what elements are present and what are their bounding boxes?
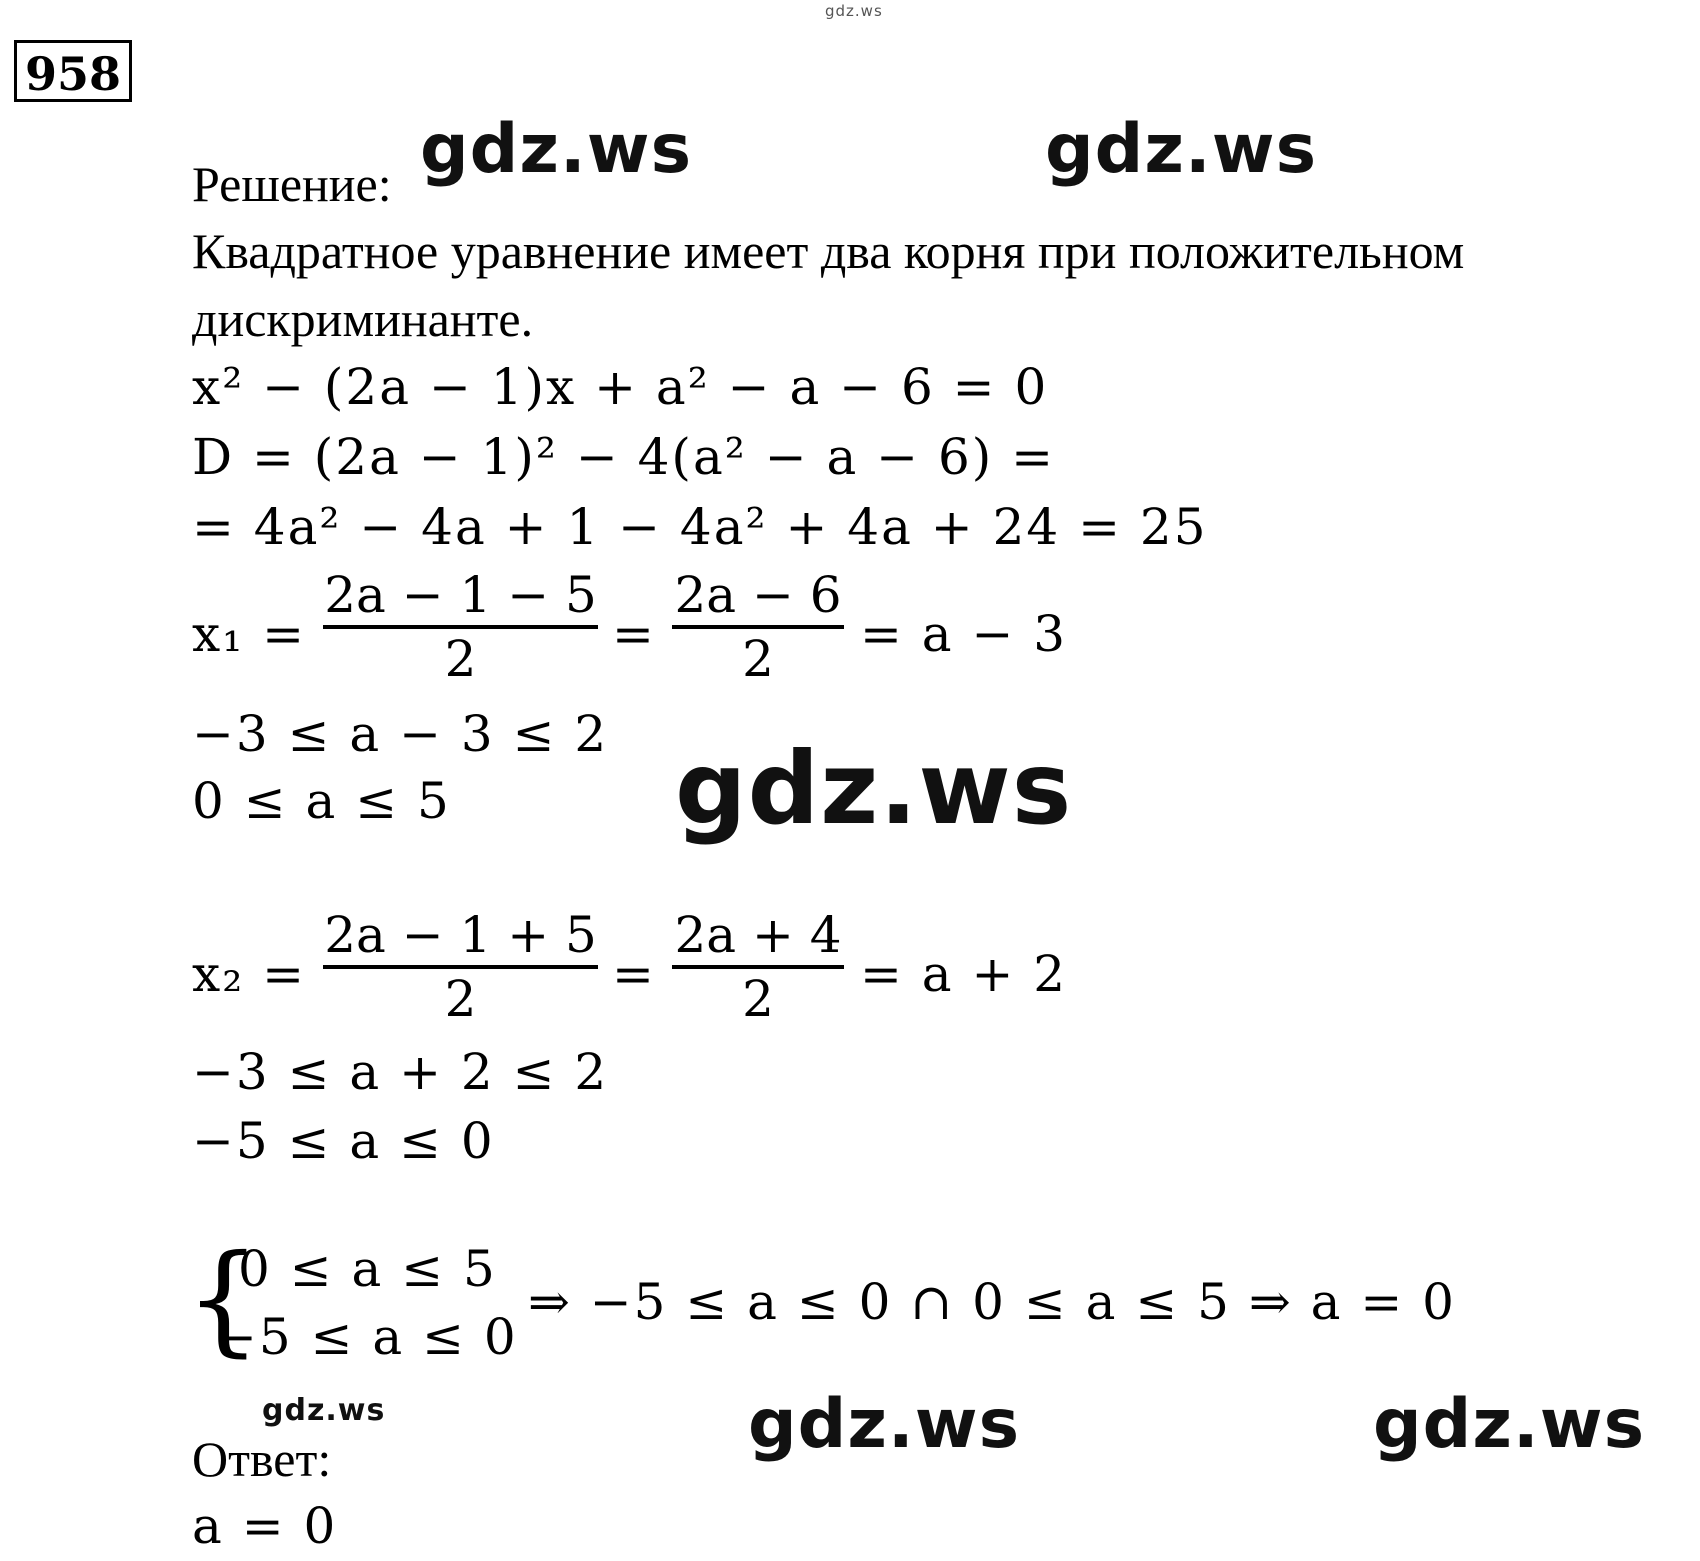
problem-number: 958 (14, 40, 132, 102)
system-row-1: 0 ≤ a ≤ 5 (238, 1240, 497, 1298)
intro-line-2: дискриминанте. (192, 291, 534, 347)
x1-fraction-1-numerator: 2a − 1 − 5 (324, 566, 597, 624)
x2-fraction-2-numerator: 2a + 4 (674, 906, 842, 964)
solution-heading: Решение: (192, 156, 392, 212)
x2-fraction-1-numerator: 2a − 1 + 5 (324, 906, 597, 964)
x2-fraction-1 (323, 905, 598, 1029)
x2-inequality-2: −5 ≤ a ≤ 0 (192, 1112, 495, 1170)
quadratic-equation: x² − (2a − 1)x + a² − a − 6 = 0 (192, 358, 1049, 416)
x1-fraction-2 (672, 565, 844, 689)
watermark-small-bottom: gdz.ws (262, 1393, 386, 1428)
x1-equals: = (612, 605, 656, 663)
answer-label: Ответ: (192, 1431, 332, 1487)
watermark-center: gdz.ws (675, 730, 1073, 847)
watermark-tiny-top: gdz.ws (825, 2, 883, 20)
x2-equals: = (612, 945, 656, 1003)
x1-inequality-2: 0 ≤ a ≤ 5 (192, 772, 451, 830)
discriminant-line-2: = 4a² − 4a + 1 − 4a² + 4a + 24 = 25 (192, 498, 1208, 556)
system-brace: { (185, 1230, 262, 1369)
x1-fraction-2-numerator: 2a − 6 (674, 566, 842, 624)
answer-value: a = 0 (192, 1497, 338, 1555)
x2-result: = a + 2 (860, 945, 1068, 1003)
x2-inequality-1: −3 ≤ a + 2 ≤ 2 (192, 1043, 609, 1101)
x1-fraction-1-denominator: 2 (444, 630, 477, 688)
system-conclusion: ⇒ −5 ≤ a ≤ 0 ∩ 0 ≤ a ≤ 5 ⇒ a = 0 (528, 1273, 1456, 1331)
x1-lhs: x₁ = (192, 605, 307, 663)
discriminant-line-1: D = (2a − 1)² − 4(a² − a − 6) = (192, 428, 1056, 486)
x1-fraction-1 (323, 565, 598, 689)
x1-result: = a − 3 (860, 605, 1068, 663)
watermark-top-left: gdz.ws (420, 110, 693, 189)
watermark-bottom-right: gdz.ws (1373, 1385, 1646, 1464)
watermark-bottom-middle: gdz.ws (748, 1385, 1021, 1464)
system-row-2: −5 ≤ a ≤ 0 (215, 1308, 518, 1366)
watermark-top-right: gdz.ws (1045, 110, 1318, 189)
x1-fraction-2-denominator: 2 (742, 630, 774, 688)
x2-lhs: x₂ = (192, 945, 307, 1003)
x2-fraction-2 (672, 905, 844, 1029)
x1-inequality-1: −3 ≤ a − 3 ≤ 2 (192, 705, 609, 763)
x2-fraction-1-denominator: 2 (444, 970, 477, 1028)
intro-line-1: Квадратное уравнение имеет два корня при положительном (192, 223, 1465, 279)
x2-fraction-2-denominator: 2 (742, 970, 774, 1028)
